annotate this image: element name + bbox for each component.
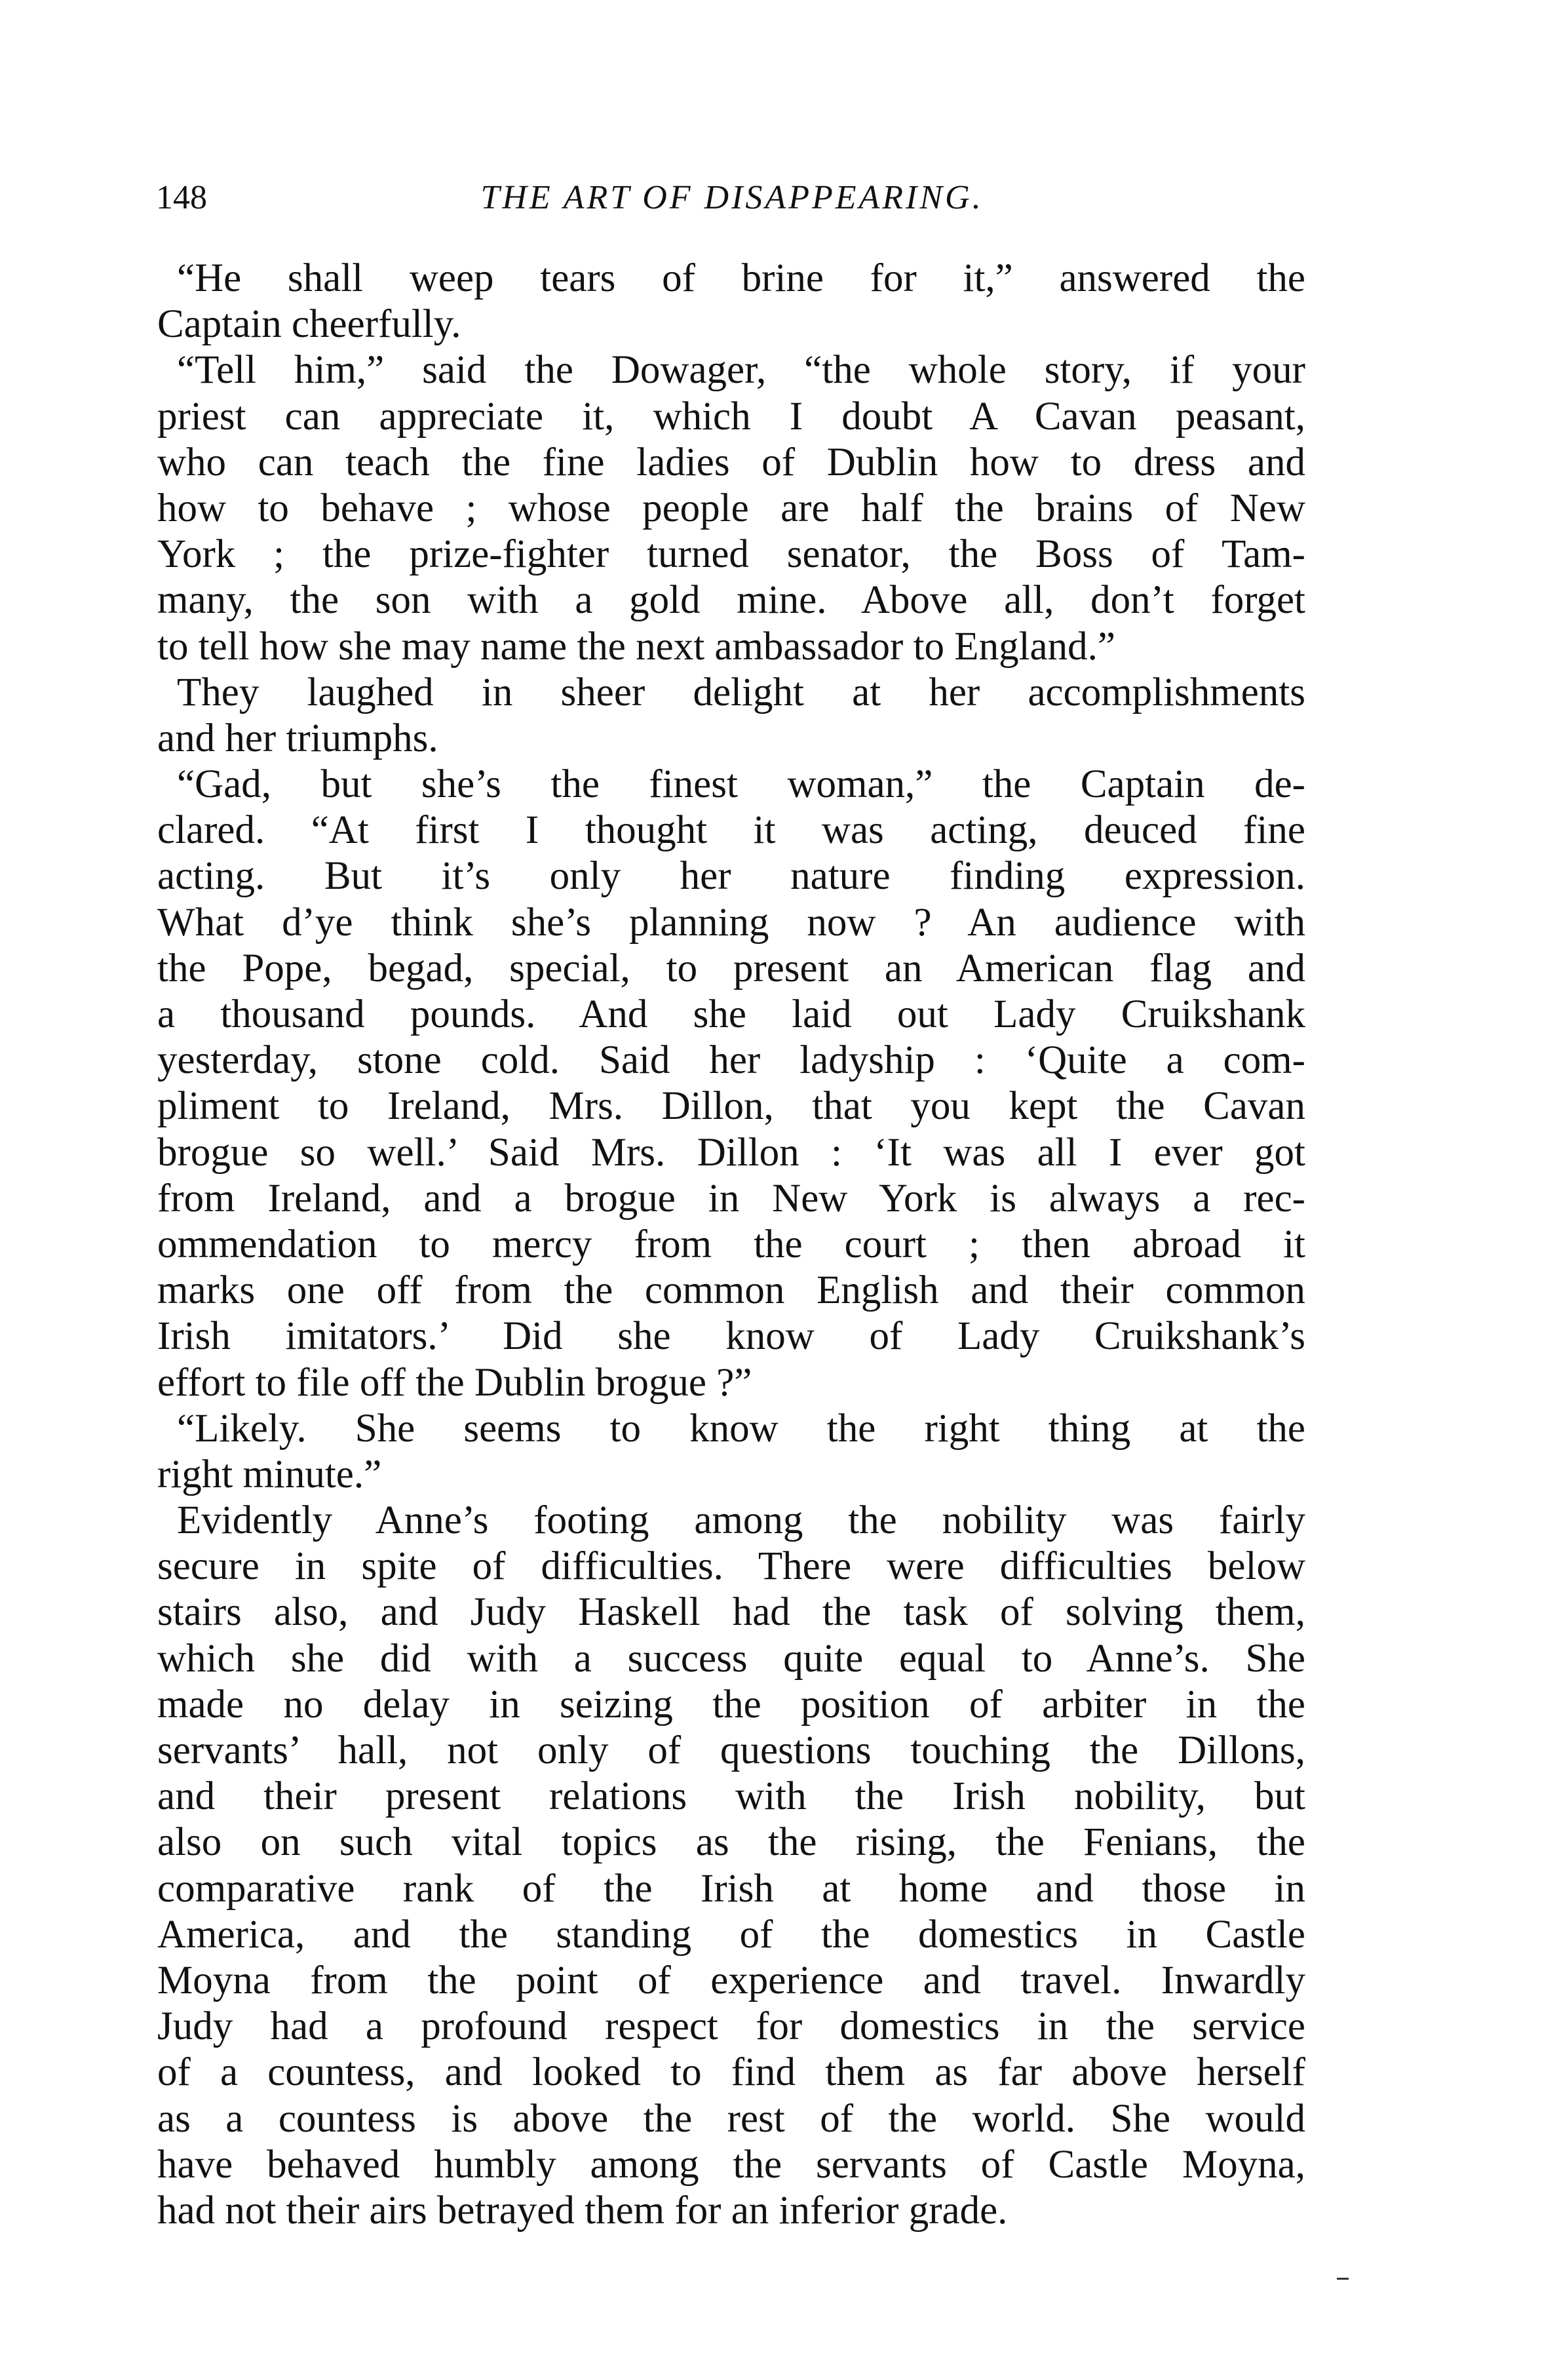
- text-line: ommendation to mercy from the court ; then abroad it: [157, 1222, 1305, 1266]
- text-line: how to behave ; whose people are half the brains of New: [157, 486, 1305, 530]
- text-line: “Tell him,” said the Dowager, “the whole story, if your: [177, 348, 1305, 393]
- text-line: York ; the prize-fighter turned senator, the Boss of Tam-: [157, 532, 1305, 577]
- body-text: [157, 256, 1305, 2234]
- text-line: They laughed in sheer delight at her accomplishments: [177, 670, 1305, 714]
- text-line: effort to file off the Dublin brogue ?”: [157, 1360, 752, 1405]
- text-line: made no delay in seizing the position of arbiter in the: [157, 1682, 1305, 1726]
- text-line: right minute.”: [157, 1452, 382, 1496]
- text-line: Judy had a profound respect for domestics in the service: [157, 2004, 1305, 2049]
- text-line: clared. “At first I thought it was acting, deuced fine: [157, 808, 1305, 853]
- page-header: [156, 172, 1308, 224]
- text-line: America, and the standing of the domestics in Castle: [157, 1912, 1305, 1957]
- text-line: who can teach the fine ladies of Dublin how to dress and: [157, 440, 1305, 484]
- text-line: Moyna from the point of experience and travel. Inwardly: [157, 1958, 1305, 2002]
- text-line: Captain cheerfully.: [157, 302, 461, 347]
- text-line: to tell how she may name the next ambassador to England.”: [157, 624, 1115, 669]
- text-line: priest can appreciate it, which I doubt A Cavan peasant,: [157, 394, 1305, 439]
- text-line: stairs also, and Judy Haskell had the task of solving them,: [157, 1590, 1305, 1635]
- text-line: and her triumphs.: [157, 716, 438, 760]
- text-line: from Ireland, and a brogue in New York is always a rec-: [157, 1176, 1305, 1220]
- text-line: also on such vital topics as the rising, the Fenians, the: [157, 1820, 1305, 1865]
- text-line: as a countess is above the rest of the world. She would: [157, 2096, 1305, 2141]
- text-line: had not their airs betrayed them for an inferior grade.: [157, 2188, 1008, 2233]
- text-line: a thousand pounds. And she laid out Lady Cruikshank: [157, 992, 1305, 1036]
- text-line: “Likely. She seems to know the right thing at the: [177, 1406, 1305, 1451]
- text-line: have behaved humbly among the servants of Castle Moyna,: [157, 2142, 1305, 2187]
- text-line: and their present relations with the Irish nobility, but: [157, 1774, 1305, 1819]
- stray-ink-mark: [1337, 2278, 1349, 2280]
- text-line: servants’ hall, not only of questions touching the Dillons,: [157, 1728, 1305, 1772]
- running-head: THE ART OF DISAPPEARING.: [480, 179, 984, 216]
- text-line: marks one off from the common English and their common: [157, 1268, 1305, 1313]
- text-line: comparative rank of the Irish at home and those in: [157, 1866, 1305, 1911]
- text-line: which she did with a success quite equal to Anne’s. She: [157, 1636, 1305, 1681]
- text-line: pliment to Ireland, Mrs. Dillon, that you kept the Cavan: [157, 1084, 1305, 1129]
- text-line: “Gad, but she’s the finest woman,” the Captain de-: [177, 762, 1305, 807]
- text-line: “He shall weep tears of brine for it,” answered the: [177, 256, 1305, 300]
- text-line: brogue so well.’ Said Mrs. Dillon : ‘It was all I ever got: [157, 1130, 1305, 1175]
- text-line: acting. But it’s only her nature finding expression.: [157, 854, 1305, 899]
- text-line: yesterday, stone cold. Said her ladyship : ‘Quite a com-: [157, 1038, 1305, 1083]
- text-line: the Pope, begad, special, to present an American flag and: [157, 946, 1305, 990]
- text-line: many, the son with a gold mine. Above all, don’t forget: [157, 578, 1305, 623]
- text-line: secure in spite of difficulties. There were difficulties below: [157, 1544, 1305, 1589]
- text-line: Evidently Anne’s footing among the nobility was fairly: [177, 1498, 1305, 1543]
- text-line: What d’ye think she’s planning now ? An audience with: [157, 900, 1305, 945]
- page-number: 148: [156, 179, 207, 216]
- text-line: of a countess, and looked to find them as far above herself: [157, 2050, 1305, 2095]
- text-line: Irish imitators.’ Did she know of Lady Cruikshank’s: [157, 1314, 1305, 1359]
